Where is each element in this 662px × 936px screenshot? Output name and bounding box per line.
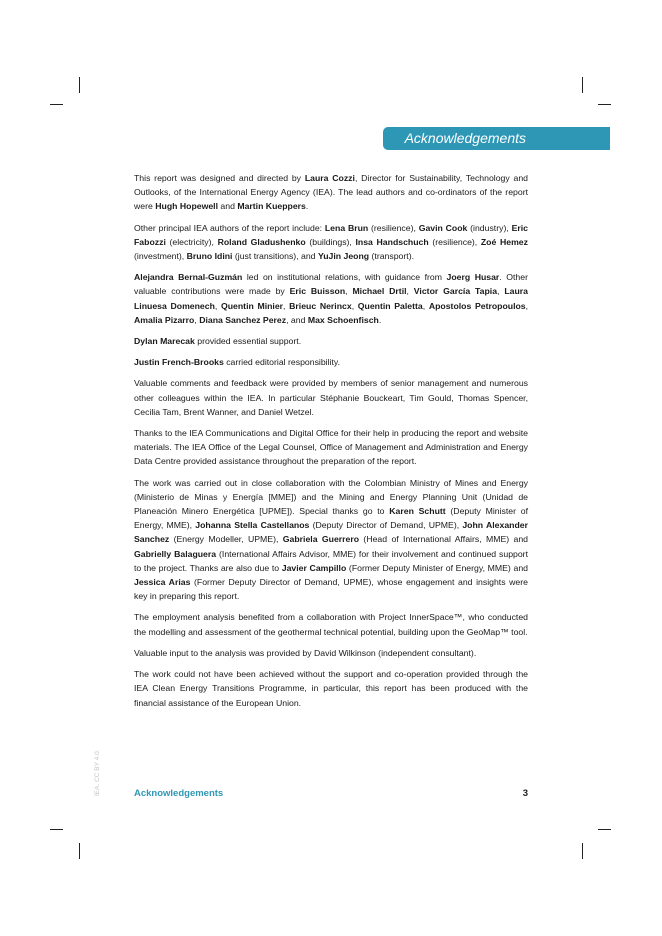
person-name: John Alexander Sanchez xyxy=(134,520,528,545)
person-name: Lena Brun xyxy=(324,222,369,233)
text: , xyxy=(406,286,414,297)
person-name: Gabriela Guerrero xyxy=(282,534,360,545)
text: Valuable comments and feedback were provided by members of senior management and numerous other colleagues within the IEA. In particular Stéphanie Bouckeart, Tim Gould, Thomas Spencer, Cecilia Tam, Brent Wanner, and Daniel Wetzel. xyxy=(134,378,528,417)
text: , xyxy=(497,286,505,297)
crop-mark xyxy=(582,77,583,93)
text: carried editorial responsibility. xyxy=(223,357,340,368)
text: , xyxy=(351,300,358,311)
person-name: Justin French-Brooks xyxy=(134,357,224,368)
person-name: Amalia Pizarro xyxy=(134,314,195,325)
text: (Deputy Director of Demand, UPME), xyxy=(309,520,463,531)
paragraph-support xyxy=(134,334,528,348)
text: . Other valuable contributions were made by xyxy=(134,272,528,297)
person-name: Roland Gladushenko xyxy=(217,236,306,247)
person-name: Quentin Paletta xyxy=(357,300,423,311)
license-note: IEA. CC BY 4.0. xyxy=(94,749,101,796)
text: The work could not have been achieved without the support and co-operation provided through the IEA Clean Energy Transitions Programme, in particular, this report has been produced with the financial assistance of the European Union. xyxy=(134,669,528,708)
person-name: Dylan Marecak xyxy=(134,336,195,347)
text: (just transitions), and xyxy=(232,251,318,262)
crop-mark xyxy=(50,829,63,830)
crop-mark xyxy=(582,843,583,859)
person-name: Gavin Cook xyxy=(418,222,468,233)
text: (investment), xyxy=(134,251,187,262)
paragraph-collaboration xyxy=(134,476,528,604)
text: , xyxy=(422,300,429,311)
person-name: Laura Cozzi xyxy=(304,173,355,183)
person-name: Eric Fabozzi xyxy=(134,222,528,247)
text: Other principal IEA authors of the report include: xyxy=(134,222,325,233)
person-name: Apostolos Petropoulos xyxy=(428,300,526,311)
person-name: Max Schoenfisch xyxy=(307,314,379,325)
text: (Head of International Affairs, MME) and xyxy=(359,534,529,545)
text: Valuable input to the analysis was provided by David Wilkinson (independent consultant). xyxy=(134,647,477,658)
text: , xyxy=(283,300,290,311)
text: (Former Deputy Minister of Energy, MME) and xyxy=(346,562,528,573)
text: (resilience), xyxy=(368,222,419,233)
text: , xyxy=(525,300,529,311)
text: , xyxy=(214,300,221,311)
text: The employment analysis benefited from a collaboration with Project InnerSpace™, who conducted the modelling and assessment of the geothermal technical potential, building upon the GeoMap™ tool. xyxy=(134,612,528,637)
text: (transport). xyxy=(369,251,415,262)
person-name: Michael Drtil xyxy=(352,286,407,297)
text: . xyxy=(378,314,382,325)
text: , Director for Sustainability, Technology and Outlooks, of the International Energy Agency (IEA). The lead authors and co-ordinators of the report were xyxy=(134,173,529,212)
text: and xyxy=(218,201,238,212)
person-name: Quentin Minier xyxy=(220,300,284,311)
paragraph-direction xyxy=(134,171,528,214)
text: , xyxy=(345,286,353,297)
person-name: Zoé Hemez xyxy=(480,236,528,247)
text: The work was carried out in close collaboration with the Colombian Ministry of Mines and Energy (Ministerio de Minas y Energía [MME]) and the Mining and Energy Planning Unit (Unidad de Planeación Minero Energética [UPME]). Special thanks go to xyxy=(134,477,528,517)
person-name: Karen Schutt xyxy=(389,506,446,517)
person-name: Insa Handschuch xyxy=(355,236,429,247)
paragraph-authors xyxy=(134,221,528,264)
person-name: Jessica Arias xyxy=(134,577,191,588)
crop-mark xyxy=(79,843,80,859)
text: (International Affairs Advisor, MME) for their involvement and continued support to the project. Thanks are also due to xyxy=(134,548,528,573)
text: led on institutional relations, with guidance from xyxy=(242,272,447,283)
text: provided essential support. xyxy=(194,336,302,347)
crop-mark xyxy=(598,829,611,830)
paragraph-employment xyxy=(134,610,528,638)
text: (Former Deputy Director of Demand, UPME), whose engagement and insights were key in preparing this report. xyxy=(134,577,528,602)
person-name: Javier Campillo xyxy=(281,562,347,573)
paragraph-communications xyxy=(134,426,528,469)
crop-mark xyxy=(79,77,80,93)
paragraph-input xyxy=(134,646,528,660)
paragraph-contributors xyxy=(134,270,528,327)
page-number: 3 xyxy=(522,788,528,799)
text: , and xyxy=(286,314,308,325)
text: , xyxy=(194,314,200,325)
acknowledgements-body xyxy=(134,171,528,717)
footer-section-title: Acknowledgements xyxy=(134,788,224,799)
person-name: Diana Sanchez Perez xyxy=(199,314,287,325)
person-name: Martin Kueppers xyxy=(237,201,306,212)
text: . xyxy=(305,201,309,212)
paragraph-funding xyxy=(134,667,528,710)
person-name: Eric Buisson xyxy=(289,286,346,297)
person-name: Joerg Husar xyxy=(446,272,500,283)
crop-mark xyxy=(50,104,63,105)
text: (Energy Modeller, UPME), xyxy=(169,534,283,545)
person-name: Laura Linuesa Domenech xyxy=(134,286,528,311)
person-name: YuJin Jeong xyxy=(317,251,370,262)
text: (industry), xyxy=(467,222,512,233)
crop-mark xyxy=(598,104,611,105)
paragraph-feedback xyxy=(134,376,528,419)
person-name: Alejandra Bernal-Guzmán xyxy=(134,272,243,283)
person-name: Johanna Stella Castellanos xyxy=(195,520,310,531)
text: Thanks to the IEA Communications and Digital Office for their help in producing the report and website materials. The IEA Office of the Legal Counsel, Office of Management and Administration and Energy Data Centre provided assistance throughout the preparation of the report. xyxy=(134,428,528,467)
person-name: Victor García Tapia xyxy=(413,286,498,297)
person-name: Gabrielly Balaguera xyxy=(134,548,217,559)
person-name: Brieuc Nerincx xyxy=(289,300,352,311)
text: (electricity), xyxy=(165,236,218,247)
paragraph-editorial xyxy=(134,355,528,369)
person-name: Hugh Hopewell xyxy=(155,201,218,212)
section-banner: Acknowledgements xyxy=(383,127,610,150)
text: (Deputy Minister of Energy, MME), xyxy=(134,506,528,531)
text: (resilience), xyxy=(428,236,481,247)
text: This report was designed and directed by xyxy=(134,173,305,183)
text: (buildings), xyxy=(305,236,356,247)
person-name: Bruno Idini xyxy=(186,251,233,262)
